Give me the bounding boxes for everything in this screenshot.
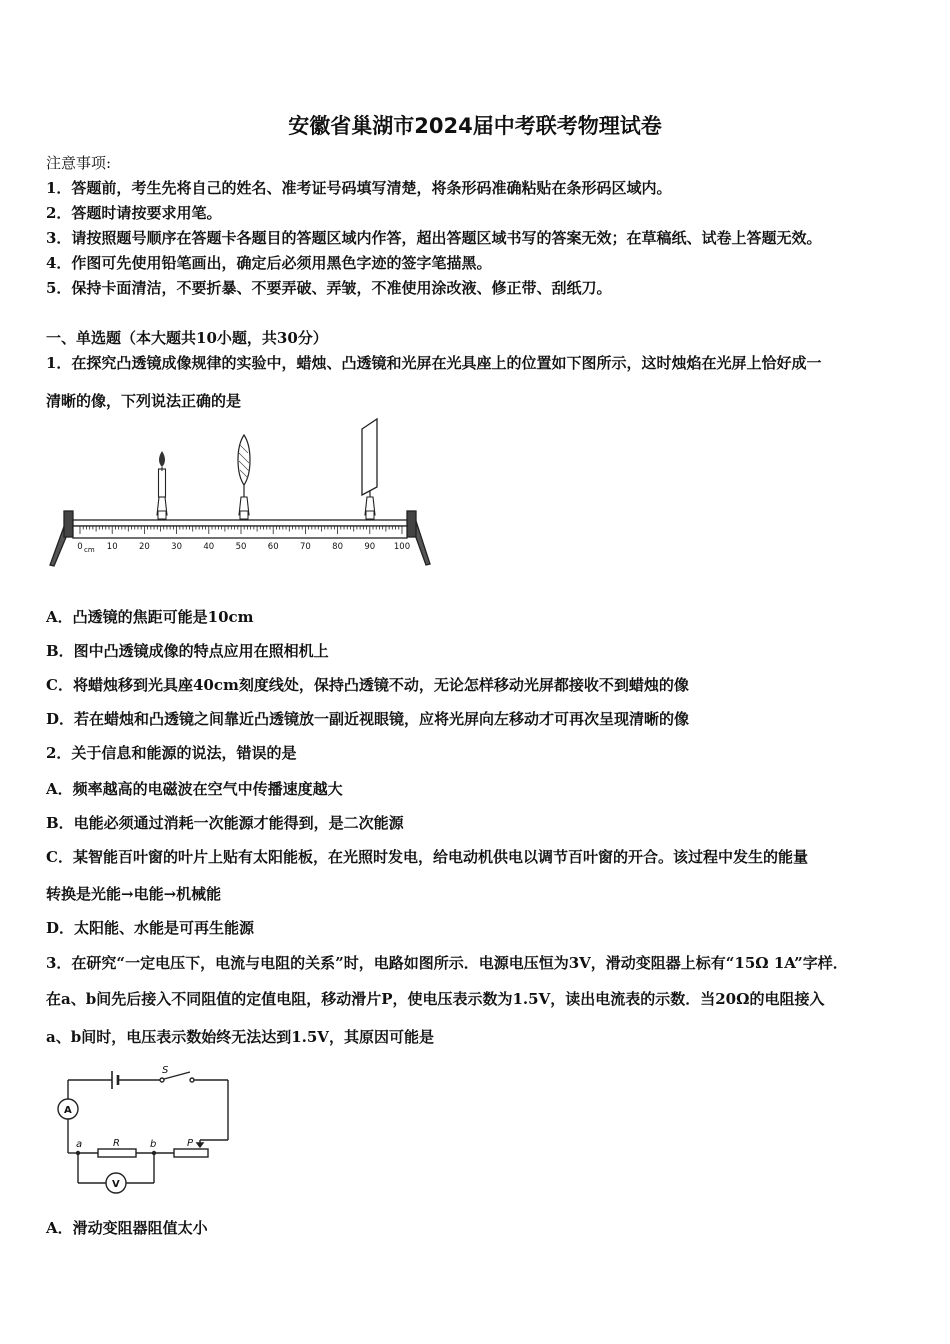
- notes-item: 3．请按照题号顺序在答题卡各题目的答题区域内作答，超出答题区域书写的答案无效；在草稿纸、试卷上答题无效。: [46, 229, 822, 247]
- notes-item: 4．作图可先使用铅笔画出，确定后必须用黑色字迹的签字笔描黑。: [46, 254, 492, 272]
- scale-label: 10: [106, 542, 118, 552]
- notes-item: 5．保持卡面清洁，不要折暴、不要弄破、弄皱，不准使用涂改液、修正带、刮纸刀。: [46, 279, 612, 297]
- scale-label: 90: [364, 542, 376, 552]
- scale-label: 40: [203, 542, 215, 552]
- slider-label: P: [187, 1138, 194, 1149]
- optical-bench-figure: [40, 415, 440, 575]
- notes-heading: 注意事项:: [46, 154, 112, 172]
- q1-stem: 清晰的像，下列说法正确的是: [46, 392, 242, 410]
- notes-item: 2．答题时请按要求用笔。: [46, 204, 222, 222]
- voltmeter-label: V: [112, 1179, 120, 1190]
- q2-option-c: C．某智能百叶窗的叶片上贴有太阳能板，在光照时发电，给电动机供电以调节百叶窗的开合。该过程中发生的能量: [46, 848, 808, 866]
- scale-label: 0: [77, 542, 83, 552]
- circuit-diagram: [50, 1065, 250, 1200]
- q2-option-c-continued: 转换是光能→电能→机械能: [46, 885, 222, 903]
- light-screen-icon: [362, 419, 377, 519]
- q1-option-b: B．图中凸透镜成像的特点应用在照相机上: [46, 642, 329, 660]
- scale-label: 100: [393, 542, 411, 552]
- section-heading: 一、单选题（本大题共10小题，共30分）: [46, 329, 328, 347]
- q1-stem: 1．在探究凸透镜成像规律的实验中，蜡烛、凸透镜和光屏在光具座上的位置如下图所示，这时烛焰在光屏上恰好成一: [46, 354, 822, 372]
- resistor-label: R: [113, 1138, 120, 1149]
- q1-option-c: C．将蜡烛移到光具座40cm刻度线处，保持凸透镜不动，无论怎样移动光屏都接收不到蜡烛的像: [46, 676, 689, 694]
- q2-option-d: D．太阳能、水能是可再生能源: [46, 919, 255, 937]
- scale-label: 30: [171, 542, 183, 552]
- candle-icon: [157, 451, 167, 519]
- q1-option-a: A．凸透镜的焦距可能是10cm: [46, 608, 254, 626]
- scale-label: 50: [235, 542, 247, 552]
- q2-stem: 2．关于信息和能源的说法，错误的是: [46, 744, 297, 762]
- scale-label: 20: [138, 542, 150, 552]
- q1-option-d: D．若在蜡烛和凸透镜之间靠近凸透镜放一副近视眼镜，应将光屏向左移动才可再次呈现清晰的像: [46, 710, 690, 728]
- page-title: 安徽省巢湖市2024届中考联考物理试卷: [288, 114, 662, 138]
- scale-unit: cm: [84, 546, 95, 554]
- q3-stem: a、b间时，电压表示数始终无法达到1.5V，其原因可能是: [46, 1028, 434, 1046]
- node-a-label: a: [76, 1139, 83, 1150]
- q3-option-a: A．滑动变阻器阻值太小: [46, 1219, 208, 1237]
- q2-option-b: B．电能必须通过消耗一次能源才能得到，是二次能源: [46, 814, 404, 832]
- q3-stem: 3．在研究“一定电压下，电流与电阻的关系”时，电路如图所示．电源电压恒为3V，滑动变阻器上标有“15Ω 1A”字样．: [46, 954, 848, 972]
- ammeter-label: A: [64, 1105, 72, 1116]
- convex-lens-icon: [238, 435, 250, 519]
- switch-label: S: [162, 1065, 169, 1076]
- q3-stem: 在a、b间先后接入不同阻值的定值电阻，移动滑片P，使电压表示数为1.5V，读出电流表的示数．当20Ω的电阻接入: [46, 990, 825, 1008]
- q2-option-a: A．频率越高的电磁波在空气中传播速度越大: [46, 780, 343, 798]
- scale-label: 70: [299, 542, 311, 552]
- scale-label: 80: [332, 542, 344, 552]
- scale-label: 60: [267, 542, 279, 552]
- notes-item: 1．答题前，考生先将自己的姓名、准考证号码填写清楚，将条形码准确粘贴在条形码区域内。: [46, 179, 672, 197]
- node-b-label: b: [150, 1139, 157, 1150]
